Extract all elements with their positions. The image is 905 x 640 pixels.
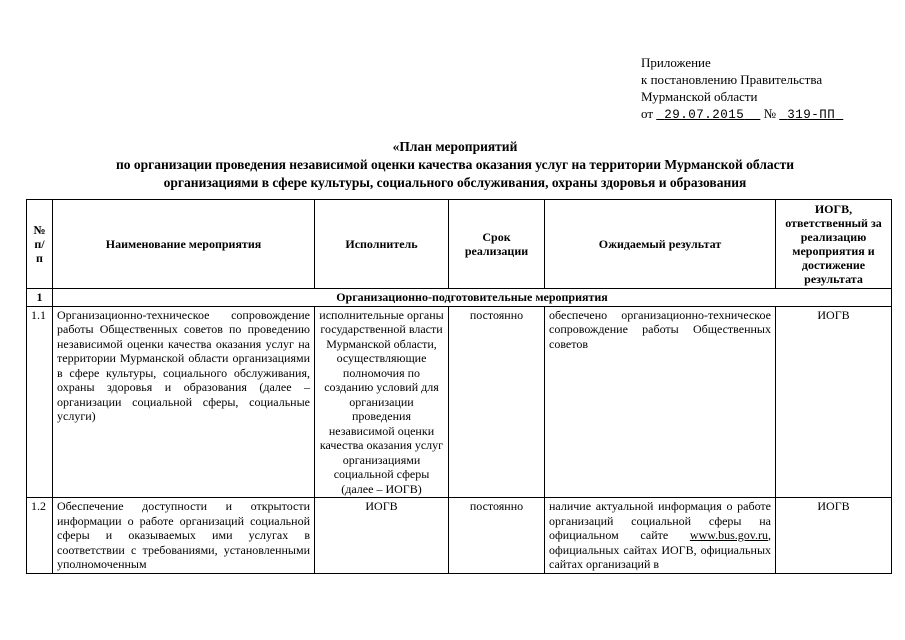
row-result: обеспечено организационно-техническое сопровождение работы Общественных советов — [545, 306, 776, 498]
row-num: 1.2 — [27, 498, 53, 574]
table-row — [27, 306, 892, 498]
header-num: № п/п — [27, 200, 53, 289]
header-result: Ожидаемый результат — [545, 200, 776, 289]
title-line-2: по организации проведения независимой оценки качества оказания услуг на территории Мурманской области — [115, 157, 795, 172]
section-title: Организационно-подготовительные мероприятия — [53, 289, 892, 307]
row-name: Организационно-техническое сопровождение работы Общественных советов по проведению независимой оценки качества оказания услуг на территории Мурманской области организациями в сфере культуры, социального обслуживания, охраны здоровья и образования (далее – организации социальной сферы, социальные услуги) — [53, 306, 315, 498]
header-iogv: ИОГВ, ответственный за реализацию мероприятия и достижение результата — [776, 200, 892, 289]
header-term: Срок реализации — [449, 200, 545, 289]
appendix-date-line — [641, 105, 891, 124]
appendix-block — [641, 54, 891, 124]
section-row — [27, 289, 892, 307]
row-term: постоянно — [449, 306, 545, 498]
row-iogv: ИОГВ — [776, 498, 892, 574]
document-number: 319-ПП — [787, 108, 836, 122]
document-title — [40, 138, 870, 192]
title-line-1: «План мероприятий — [392, 139, 518, 154]
document-date: 29.07.2015 — [664, 108, 745, 122]
header-row — [27, 200, 892, 289]
plan-table — [26, 199, 892, 574]
row-executor: исполнительные органы государственной власти Мурманской области, осуществляющие полномочия по созданию условий для организации проведения независимой оценки качества оказания услуг организациями социальной сферы (далее – ИОГВ) — [315, 306, 449, 498]
row-iogv: ИОГВ — [776, 306, 892, 498]
row-executor: ИОГВ — [315, 498, 449, 574]
row-result: наличие актуальной информация о работе организаций социальной сферы на официальном сайте www.bus.gov.ru, официальных сайтах ИОГВ, официальных сайтах организаций в — [545, 498, 776, 574]
appendix-line-1: Приложение — [641, 55, 711, 70]
number-prefix: № — [763, 106, 776, 121]
row-term: постоянно — [449, 498, 545, 574]
row-num: 1.1 — [27, 306, 53, 498]
row-name: Обеспечение доступности и открытости информации о работе организаций социальной сферы и оказываемых ими услугах в соответствии с требованиями, установленными уполномоченным — [53, 498, 315, 574]
table-row — [27, 498, 892, 574]
bus-gov-link[interactable]: www.bus.gov.ru — [689, 528, 768, 542]
header-name: Наименование мероприятия — [53, 200, 315, 289]
header-executor: Исполнитель — [315, 200, 449, 289]
section-num: 1 — [27, 289, 53, 307]
date-prefix: от — [641, 106, 654, 121]
title-line-3: организациями в сфере культуры, социального обслуживания, охраны здоровья и образования — [163, 175, 747, 190]
appendix-line-2: к постановлению Правительства — [641, 72, 823, 87]
appendix-line-3: Мурманской области — [641, 89, 758, 104]
